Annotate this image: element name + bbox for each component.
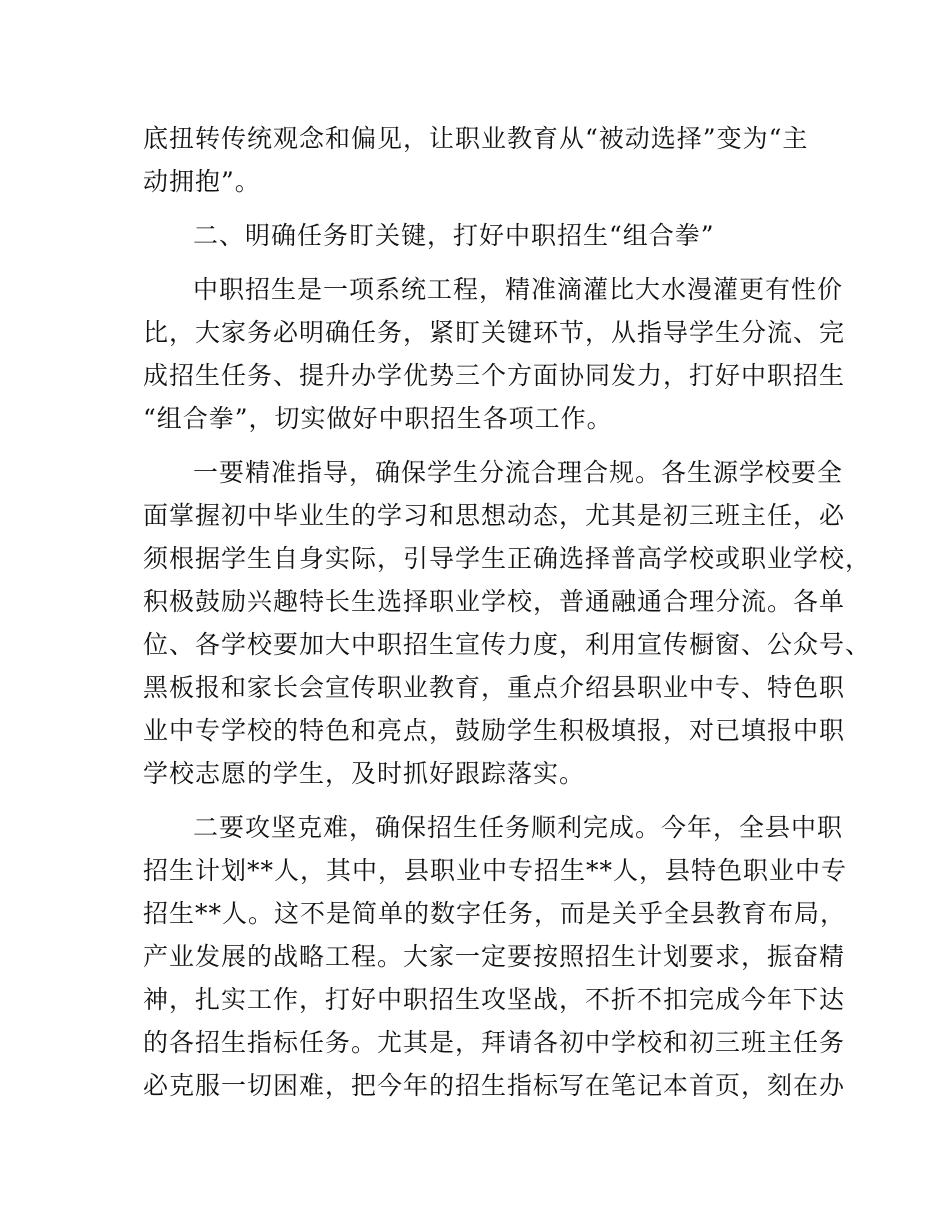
- text-line: 的各招生指标任务。尤其是，拜请各初中学校和初三班主任务: [143, 1028, 846, 1057]
- text-line: 须根据学生自身实际，引导学生正确选择普高学校或职业学校，: [143, 544, 872, 573]
- text-line: 二、明确任务盯关键，打好中职招生“组合拳”: [193, 221, 715, 250]
- text-line: 位、各学校要加大中职招生宣传力度，利用宣传橱窗、公众号、: [143, 630, 872, 659]
- text-line: 面掌握初中毕业生的学习和思想动态，尤其是初三班主任，必: [143, 501, 846, 530]
- text-line: 招生**人。这不是简单的数字任务，而是关乎全县教育布局，: [143, 899, 847, 928]
- paragraph-guidance: [143, 451, 872, 795]
- text-line: 必克服一切困难，把今年的招生指标写在笔记本首页，刻在办: [143, 1071, 846, 1100]
- text-line: 中职招生是一项系统工程，精准滴灌比大水漫灌更有性价: [193, 275, 844, 304]
- text-line: 黑板报和家长会宣传职业教育，重点介绍县职业中专、特色职: [143, 673, 846, 702]
- text-line: 积极鼓励兴趣特长生选择职业学校，普通融通合理分流。各单: [143, 587, 846, 616]
- text-line: 底扭转传统观念和偏见，让职业教育从“被动选择”变为“主: [143, 124, 809, 153]
- text-line: 招生计划**人，其中，县职业中专招生**人，县特色职业中专: [143, 856, 848, 885]
- text-line: “组合拳”，切实做好中职招生各项工作。: [143, 404, 613, 433]
- paragraph-intro: [143, 268, 846, 440]
- text-line: 二要攻坚克难，确保招生任务顺利完成。今年，全县中职: [193, 813, 844, 842]
- text-line: 学校志愿的学生，及时抓好跟踪落实。: [143, 759, 586, 788]
- text-line: 产业发展的战略工程。大家一定要按照招生计划要求，振奋精: [143, 942, 846, 971]
- text-line: 业中专学校的特色和亮点，鼓励学生积极填报，对已填报中职: [143, 716, 846, 745]
- paragraph-continuation: [143, 117, 827, 203]
- paragraph-recruitment: [143, 806, 848, 1107]
- document-page: [143, 117, 872, 1107]
- text-line: 一要精准指导，确保学生分流合理合规。各生源学校要全: [193, 458, 844, 487]
- text-line: 成招生任务、提升办学优势三个方面协同发力，打好中职招生: [143, 361, 846, 390]
- text-line: 神，扎实工作，打好中职招生攻坚战，不折不扣完成今年下达: [143, 985, 846, 1014]
- text-line: 比，大家务必明确任务，紧盯关键环节，从指导学生分流、完: [143, 318, 846, 347]
- section-heading: [143, 214, 827, 257]
- text-line: 动拥抱”。: [143, 167, 261, 196]
